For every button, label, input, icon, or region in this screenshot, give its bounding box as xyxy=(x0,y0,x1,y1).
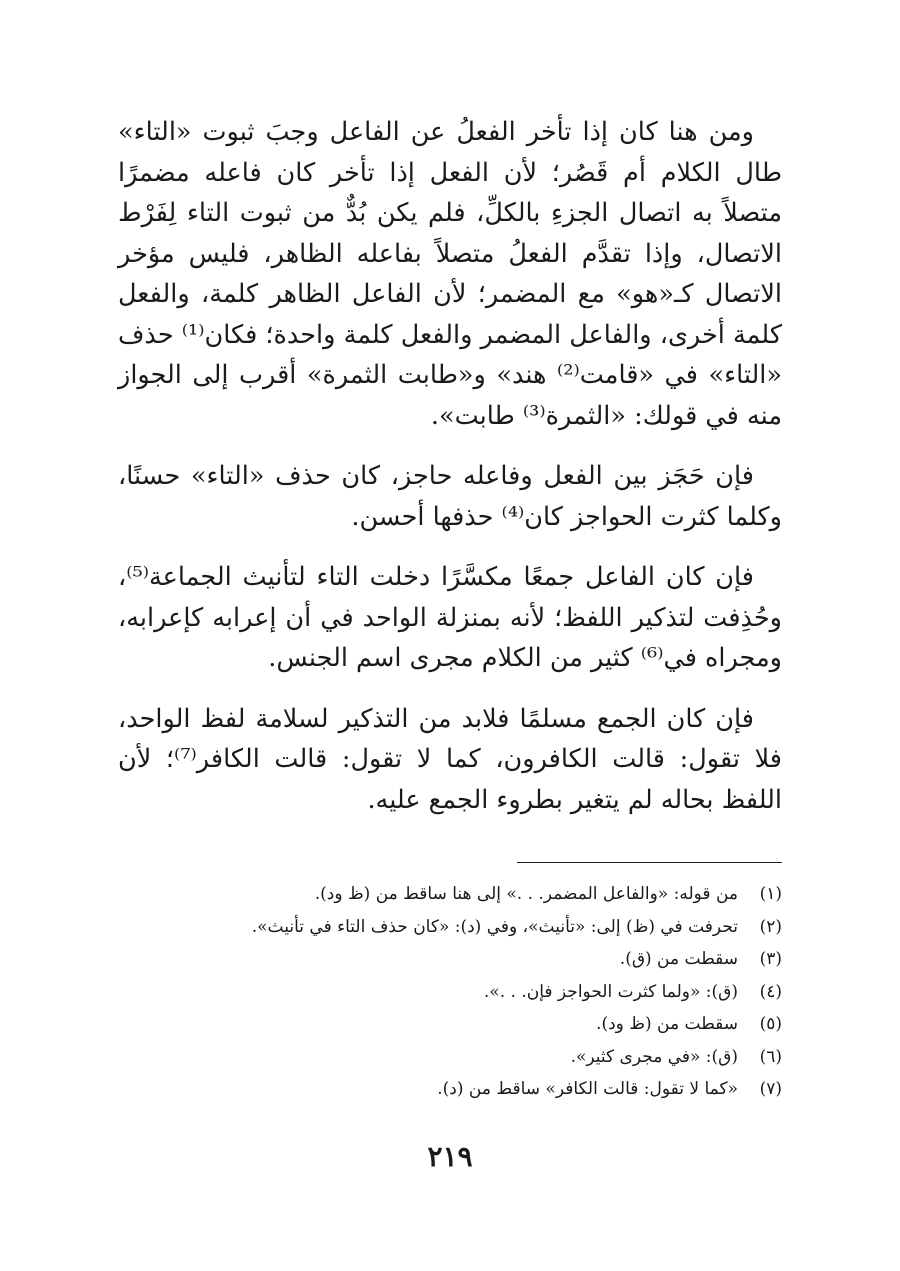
footnote-number: (٦) xyxy=(759,1046,782,1067)
footnote-5 xyxy=(118,1008,782,1041)
footnote-number: (٥) xyxy=(759,1014,782,1034)
footnote-2 xyxy=(118,911,782,944)
footnote-text: (ق): «ولما كثرت الحواجز فإن. . .». xyxy=(483,981,738,1002)
footnote-number: (٤) xyxy=(759,981,782,1002)
footnote-3 xyxy=(118,943,782,976)
footnote-divider xyxy=(517,862,782,863)
footnote-4 xyxy=(118,976,782,1009)
footnote-text: «كما لا تقول: قالت الكافر» ساقط من (د). xyxy=(437,1079,738,1099)
footnote-1 xyxy=(118,878,782,911)
page-number: ٢١٩ xyxy=(427,1140,473,1173)
footnote-number: (٣) xyxy=(759,949,782,969)
footnote-number: (١) xyxy=(759,884,782,904)
footnotes-section xyxy=(118,878,782,1106)
body-paragraph-2: فإن حَجَز بين الفعل وفاعله حاجز، كان حذف «التاء» حسنًا، وكلما كثرت الحواجز كان⁽⁴⁾ حذفها أحسن. xyxy=(118,461,782,532)
footnote-text: (ق): «في مجرى كثير». xyxy=(570,1046,738,1067)
body-paragraph-1: ومن هنا كان إذا تأخر الفعلُ عن الفاعل وجبَ ثبوت «التاء» طال الكلام أم قَصُر؛ لأن الفعل إذا تأخر كان فاعله مضمرًا متصلاً به اتصال الجزءِ بالكلِّ، فلم يكن بُدٌّ من ثبوت التاء لِفَرْط الاتصال، وإذا تقدَّم الفعلُ متصلاً بفاعله الظاهر، فليس مؤخر الاتصال كـ«هو» مع المضمر؛ لأن الفاعل الظاهر كلمة، والفعل كلمة أخرى، والفاعل المضمر والفعل كلمة واحدة؛ فكان⁽¹⁾ حذف «التاء» في «قامت⁽²⁾ هند» و«طابت الثمرة» أقرب إلى الجواز منه في قولك: «الثمرة⁽³⁾ طابت». xyxy=(118,117,782,431)
body-paragraph-4: فإن كان الجمع مسلمًا فلابد من التذكير لسلامة لفظ الواحد، فلا تقول: قالت الكافرون، كما لا تقول: قالت الكافر⁽⁷⁾؛ لأن اللفظ بحاله لم يتغير بطروء الجمع عليه. xyxy=(118,703,783,815)
footnote-7 xyxy=(118,1073,782,1106)
footnote-text: سقطت من (ق). xyxy=(619,949,738,969)
footnote-text: سقطت من (ظ ود). xyxy=(596,1014,738,1034)
body-paragraph-3: فإن كان الفاعل جمعًا مكسَّرًا دخلت التاء لتأنيث الجماعة⁽⁵⁾، وحُذِفت لتذكير اللفظ؛ لأنه بمنزلة الواحد في أن إعرابه كإعرابه، ومجراه في⁽⁶⁾ كثير من الكلام مجرى اسم الجنس. xyxy=(118,562,782,673)
footnote-text: من قوله: «والفاعل المضمر. . .» إلى هنا ساقط من (ظ ود). xyxy=(314,884,738,904)
footnote-number: (٧) xyxy=(759,1079,782,1099)
footnote-number: (٢) xyxy=(759,916,782,937)
footnote-6 xyxy=(118,1041,782,1074)
footnote-text: تحرفت في (ظ) إلى: «تأنيث»، وفي (د): «كان حذف التاء في تأنيث». xyxy=(251,916,738,937)
